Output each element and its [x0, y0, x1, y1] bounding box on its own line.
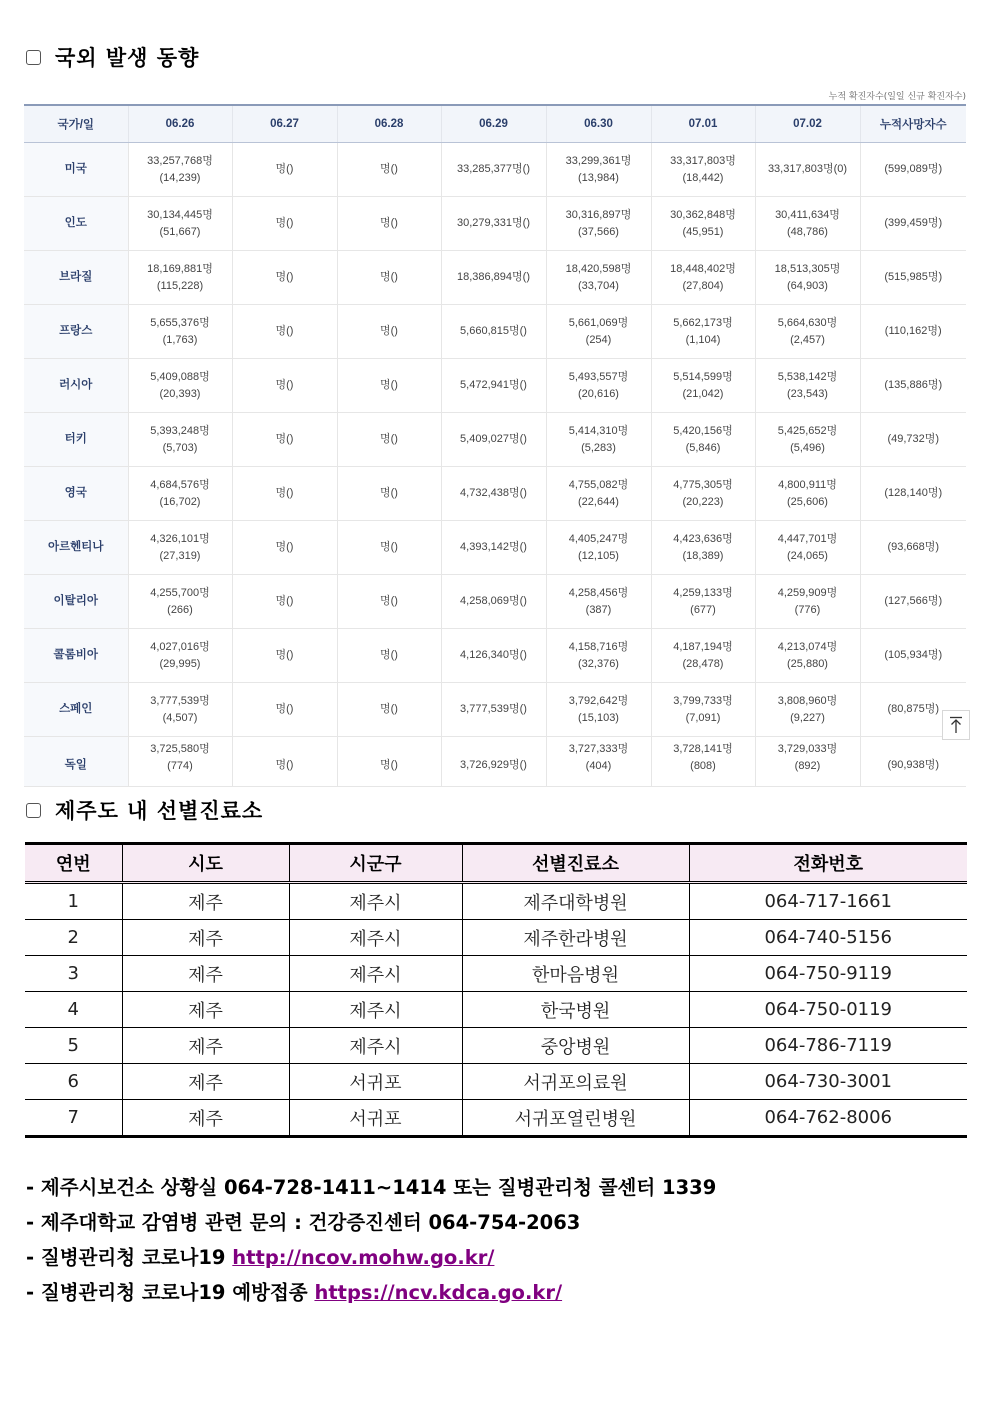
cases-cell: 5,409,027명(): [441, 413, 546, 467]
clinic-cell: 제주한라병원: [462, 920, 689, 956]
cases-cell: 33,317,803명 (18,442): [651, 143, 755, 197]
cases-cell: 5,409,088명 (20,393): [128, 359, 232, 413]
cases-cell: 명(): [232, 413, 337, 467]
table-row: [24, 521, 966, 575]
cases-cell: 명(): [337, 143, 441, 197]
cases-cell: 5,514,599명 (21,042): [651, 359, 755, 413]
country-cell: 러시아: [24, 359, 128, 413]
note-line: - 질병관리청 코로나19 http://ncov.mohw.go.kr/: [26, 1246, 495, 1269]
header-date: 07.01: [651, 105, 755, 143]
number-cell: 1: [25, 883, 122, 920]
note-line: - 제주시보건소 상황실 064-728-1411~1414 또는 질병관리청 콜센터 1339: [26, 1176, 717, 1199]
cases-cell: 4,393,142명(): [441, 521, 546, 575]
cases-cell: 5,538,142명 (23,543): [755, 359, 860, 413]
city-cell: 제주시: [289, 1028, 462, 1064]
cases-cell: 4,187,194명 (28,478): [651, 629, 755, 683]
city-cell: 제주시: [289, 883, 462, 920]
table-header-row: [24, 105, 966, 143]
cases-cell: 5,493,557명 (20,616): [546, 359, 651, 413]
cases-cell: 3,728,141명 (808): [651, 737, 755, 787]
city-cell: 제주시: [289, 992, 462, 1028]
deaths-cell: (127,566명): [860, 575, 966, 629]
cases-cell: 4,126,340명(): [441, 629, 546, 683]
checkbox-bullet-icon: [26, 803, 41, 818]
number-cell: 4: [25, 992, 122, 1028]
deaths-cell: (135,886명): [860, 359, 966, 413]
cases-cell: 4,447,701명 (24,065): [755, 521, 860, 575]
contact-notes: [26, 1170, 716, 1310]
country-cell: 콜롬비아: [24, 629, 128, 683]
number-cell: 7: [25, 1100, 122, 1137]
cases-cell: 33,257,768명 (14,239): [128, 143, 232, 197]
note-line: - 제주대학교 감염병 관련 문의 : 건강증진센터 064-754-2063: [26, 1211, 581, 1234]
table-row: [24, 251, 966, 305]
section-title-text: 제주도 내 선별진료소: [55, 799, 264, 823]
table-row: [25, 1028, 967, 1064]
header-date: 06.28: [337, 105, 441, 143]
province-cell: 제주: [122, 920, 289, 956]
table-row: [24, 467, 966, 521]
cases-cell: 33,299,361명 (13,984): [546, 143, 651, 197]
cases-cell: 4,326,101명 (27,319): [128, 521, 232, 575]
country-cell: 인도: [24, 197, 128, 251]
header-phone: 전화번호: [689, 844, 967, 883]
note-line: - 질병관리청 코로나19 예방접종 https://ncv.kdca.go.kr/: [26, 1281, 563, 1304]
table-row: [24, 683, 966, 737]
cases-cell: 3,777,539명(): [441, 683, 546, 737]
deaths-cell: (49,732명): [860, 413, 966, 467]
cases-cell: 3,726,929명(): [441, 737, 546, 787]
cases-cell: 명(): [337, 521, 441, 575]
ncov-link[interactable]: http://ncov.mohw.go.kr/: [232, 1246, 495, 1269]
cases-cell: 5,661,069명 (254): [546, 305, 651, 359]
cases-cell: 3,777,539명 (4,507): [128, 683, 232, 737]
phone-cell: 064-786-7119: [689, 1028, 967, 1064]
cases-cell: 5,660,815명(): [441, 305, 546, 359]
cases-cell: 5,655,376명 (1,763): [128, 305, 232, 359]
cases-cell: 18,386,894명(): [441, 251, 546, 305]
cases-cell: 4,255,700명 (266): [128, 575, 232, 629]
country-cell: 터키: [24, 413, 128, 467]
number-cell: 3: [25, 956, 122, 992]
header-date: 06.29: [441, 105, 546, 143]
table-row: [25, 883, 967, 920]
cases-cell: 4,258,456명 (387): [546, 575, 651, 629]
cases-cell: 30,134,445명 (51,667): [128, 197, 232, 251]
cases-cell: 4,755,082명 (22,644): [546, 467, 651, 521]
table-row: [24, 305, 966, 359]
jeju-clinics-table: [25, 842, 967, 1138]
cases-cell: 3,808,960명 (9,227): [755, 683, 860, 737]
table-row: [25, 920, 967, 956]
cases-cell: 명(): [232, 305, 337, 359]
phone-cell: 064-740-5156: [689, 920, 967, 956]
deaths-cell: (80,875명): [860, 683, 966, 737]
cases-cell: 명(): [232, 521, 337, 575]
clinic-cell: 서귀포열린병원: [462, 1100, 689, 1137]
cases-cell: 4,775,305명 (20,223): [651, 467, 755, 521]
cases-cell: 3,729,033명 (892): [755, 737, 860, 787]
header-city: 시군구: [289, 844, 462, 883]
section-title-overseas: [26, 42, 199, 72]
cases-cell: 30,362,848명 (45,951): [651, 197, 755, 251]
table-row: [25, 1064, 967, 1100]
clinic-cell: 한마음병원: [462, 956, 689, 992]
province-cell: 제주: [122, 1064, 289, 1100]
cases-cell: 30,316,897명 (37,566): [546, 197, 651, 251]
phone-cell: 064-750-0119: [689, 992, 967, 1028]
cases-cell: 4,405,247명 (12,105): [546, 521, 651, 575]
cases-cell: 5,414,310명 (5,283): [546, 413, 651, 467]
city-cell: 서귀포: [289, 1100, 462, 1137]
arrow-up-to-top-icon: [949, 716, 963, 734]
cases-cell: 4,158,716명 (32,376): [546, 629, 651, 683]
country-cell: 브라질: [24, 251, 128, 305]
country-cell: 이탈리아: [24, 575, 128, 629]
city-cell: 제주시: [289, 956, 462, 992]
header-date: 07.02: [755, 105, 860, 143]
country-cell: 독일: [24, 737, 128, 787]
cases-cell: 명(): [337, 575, 441, 629]
city-cell: 서귀포: [289, 1064, 462, 1100]
cases-cell: 33,285,377명(): [441, 143, 546, 197]
phone-cell: 064-750-9119: [689, 956, 967, 992]
clinic-cell: 제주대학병원: [462, 883, 689, 920]
deaths-cell: (128,140명): [860, 467, 966, 521]
table-row: [25, 992, 967, 1028]
header-province: 시도: [122, 844, 289, 883]
cases-cell: 5,472,941명(): [441, 359, 546, 413]
cases-cell: 30,411,634명 (48,786): [755, 197, 860, 251]
deaths-cell: (515,985명): [860, 251, 966, 305]
country-cell: 영국: [24, 467, 128, 521]
table-row: [24, 413, 966, 467]
deaths-cell: (599,089명): [860, 143, 966, 197]
province-cell: 제주: [122, 1100, 289, 1137]
cases-cell: 명(): [232, 629, 337, 683]
cases-cell: 4,732,438명(): [441, 467, 546, 521]
cases-cell: 명(): [232, 737, 337, 787]
scroll-to-top-button[interactable]: [942, 710, 970, 740]
country-cell: 아르헨티나: [24, 521, 128, 575]
table-row: [24, 143, 966, 197]
phone-cell: 064-730-3001: [689, 1064, 967, 1100]
number-cell: 2: [25, 920, 122, 956]
clinic-cell: 서귀포의료원: [462, 1064, 689, 1100]
clinic-cell: 중앙병원: [462, 1028, 689, 1064]
cases-cell: 3,799,733명 (7,091): [651, 683, 755, 737]
header-date: 06.30: [546, 105, 651, 143]
cases-cell: 4,213,074명 (25,880): [755, 629, 860, 683]
number-cell: 5: [25, 1028, 122, 1064]
cases-cell: 4,027,016명 (29,995): [128, 629, 232, 683]
cases-cell: 명(): [232, 251, 337, 305]
deaths-cell: (399,459명): [860, 197, 966, 251]
cases-cell: 명(): [337, 359, 441, 413]
cases-cell: 명(): [337, 629, 441, 683]
header-date: 06.26: [128, 105, 232, 143]
table-row: [24, 629, 966, 683]
city-cell: 제주시: [289, 920, 462, 956]
cases-cell: 명(): [337, 305, 441, 359]
cases-cell: 명(): [337, 737, 441, 787]
cases-cell: 명(): [232, 359, 337, 413]
cases-cell: 30,279,331명(): [441, 197, 546, 251]
cases-cell: 명(): [337, 467, 441, 521]
section-title-jeju: [26, 795, 263, 825]
deaths-cell: (110,162명): [860, 305, 966, 359]
province-cell: 제주: [122, 883, 289, 920]
cases-cell: 명(): [232, 683, 337, 737]
cases-cell: 명(): [232, 575, 337, 629]
table-caption: 누적 확진자수(일일 신규 확진자수): [828, 92, 966, 102]
cases-cell: 3,725,580명 (774): [128, 737, 232, 787]
province-cell: 제주: [122, 1028, 289, 1064]
province-cell: 제주: [122, 956, 289, 992]
cases-cell: 3,727,333명 (404): [546, 737, 651, 787]
cases-cell: 명(): [337, 251, 441, 305]
table-row: [24, 359, 966, 413]
cases-cell: 18,448,402명 (27,804): [651, 251, 755, 305]
number-cell: 6: [25, 1064, 122, 1100]
cases-cell: 명(): [232, 143, 337, 197]
cases-cell: 4,259,909명 (776): [755, 575, 860, 629]
header-number: 연번: [25, 844, 122, 883]
cases-cell: 4,800,911명 (25,606): [755, 467, 860, 521]
cases-cell: 33,317,803명(0): [755, 143, 860, 197]
cases-cell: 4,684,576명 (16,702): [128, 467, 232, 521]
table-row: [24, 737, 966, 787]
cases-cell: 명(): [337, 683, 441, 737]
country-cell: 프랑스: [24, 305, 128, 359]
phone-cell: 064-717-1661: [689, 883, 967, 920]
cases-cell: 18,513,305명 (64,903): [755, 251, 860, 305]
cases-cell: 4,423,636명 (18,389): [651, 521, 755, 575]
clinic-cell: 한국병원: [462, 992, 689, 1028]
cases-cell: 5,662,173명 (1,104): [651, 305, 755, 359]
deaths-cell: (90,938명): [860, 737, 966, 787]
cases-cell: 명(): [232, 197, 337, 251]
province-cell: 제주: [122, 992, 289, 1028]
cases-cell: 4,259,133명 (677): [651, 575, 755, 629]
table-row: [24, 575, 966, 629]
cases-cell: 18,169,881명 (115,228): [128, 251, 232, 305]
cases-cell: 명(): [337, 197, 441, 251]
header-clinic: 선별진료소: [462, 844, 689, 883]
deaths-cell: (93,668명): [860, 521, 966, 575]
cases-cell: 5,393,248명 (5,703): [128, 413, 232, 467]
table-row: [24, 197, 966, 251]
cases-cell: 5,425,652명 (5,496): [755, 413, 860, 467]
cases-cell: 명(): [232, 467, 337, 521]
cases-cell: 명(): [337, 413, 441, 467]
cases-cell: 4,258,069명(): [441, 575, 546, 629]
ncv-link[interactable]: https://ncv.kdca.go.kr/: [314, 1281, 563, 1304]
header-date: 06.27: [232, 105, 337, 143]
country-cell: 스페인: [24, 683, 128, 737]
phone-cell: 064-762-8006: [689, 1100, 967, 1137]
checkbox-bullet-icon: [26, 50, 41, 65]
header-deaths: 누적사망자수: [860, 105, 966, 143]
cases-cell: 5,420,156명 (5,846): [651, 413, 755, 467]
table-header-row: [25, 844, 967, 883]
cases-cell: 18,420,598명 (33,704): [546, 251, 651, 305]
section-title-text: 국외 발생 동향: [55, 46, 200, 70]
cases-cell: 3,792,642명 (15,103): [546, 683, 651, 737]
cases-cell: 5,664,630명 (2,457): [755, 305, 860, 359]
header-country: 국가/일: [24, 105, 128, 143]
overseas-cases-table: [24, 104, 966, 787]
deaths-cell: (105,934명): [860, 629, 966, 683]
table-row: [25, 1100, 967, 1137]
country-cell: 미국: [24, 143, 128, 197]
table-row: [25, 956, 967, 992]
